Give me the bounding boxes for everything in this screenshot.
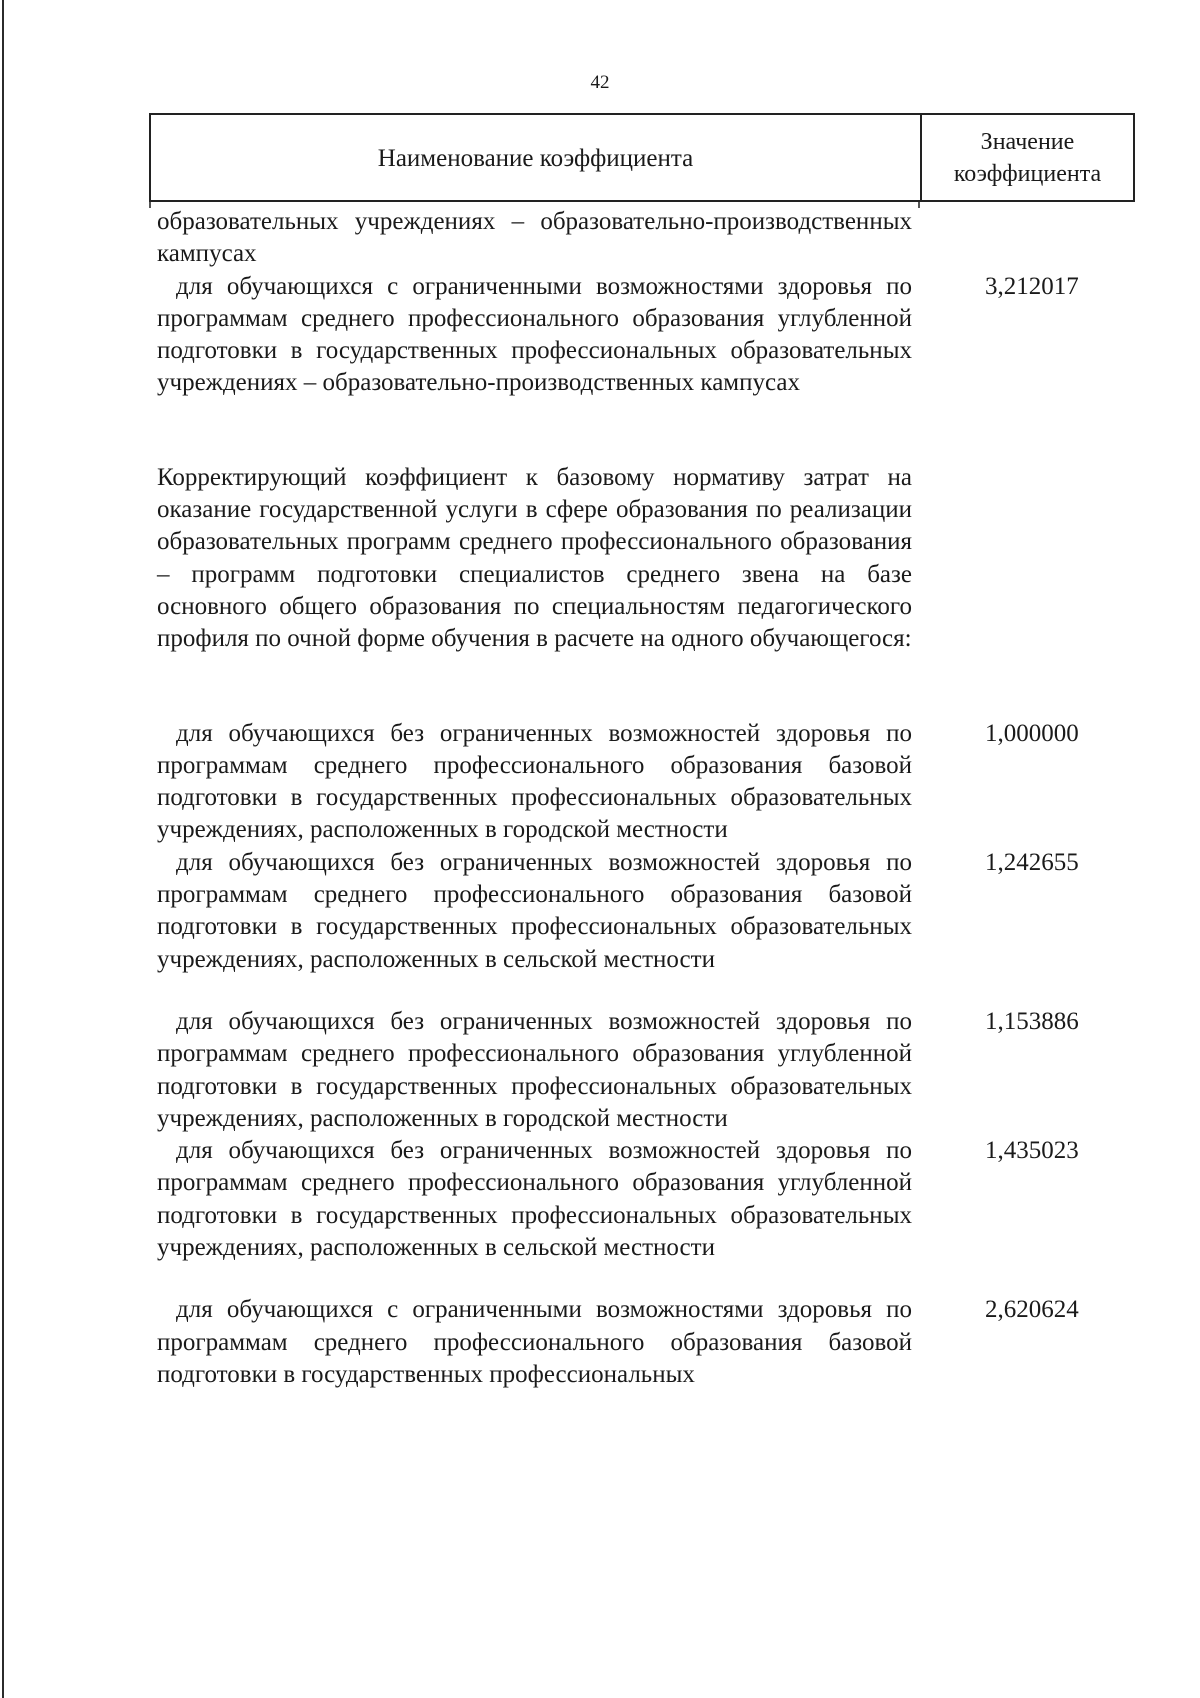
table-row	[157, 1135, 1200, 1264]
column-header-value: Значение коэффициента	[953, 128, 1102, 187]
column-header-name: Наименование коэффициента	[151, 115, 922, 200]
table-body	[157, 206, 1200, 1391]
row-value: 1,435023	[985, 1137, 1079, 1165]
table-row	[157, 206, 1200, 271]
table-header	[149, 113, 1135, 202]
table-row	[157, 847, 1200, 976]
table-row	[157, 462, 1200, 656]
row-text: для обучающихся без ограниченных возможностей здоровья по программам среднего профессионального образования базовой подготовки в государственных профессиональных образовательных учреждениях, расположенных в сельской местности	[157, 848, 912, 973]
row-value: 1,000000	[985, 719, 1079, 747]
row-text: для обучающихся с ограниченными возможностями здоровья по программам среднего профессионального образования углубленной подготовки в государственных профессиональных образовательных учреждениях – образовательно-производственных кампусах	[157, 272, 912, 397]
row-text: для обучающихся с ограниченными возможностями здоровья по программам среднего профессионального образования базовой подготовки в государственных профессиональных	[157, 1296, 912, 1388]
row-text: для обучающихся без ограниченных возможностей здоровья по программам среднего профессионального образования базовой подготовки в государственных профессиональных образовательных учреждениях, расположенных в городской местности	[157, 719, 912, 844]
row-text: для обучающихся без ограниченных возможностей здоровья по программам среднего профессионального образования углубленной подготовки в государственных профессиональных образовательных учреждениях, расположенных в городской местности	[157, 1007, 912, 1132]
row-value: 1,153886	[985, 1007, 1079, 1035]
row-value: 3,212017	[985, 272, 1079, 300]
row-value: 2,620624	[985, 1296, 1079, 1324]
table-row	[157, 1006, 1200, 1135]
table-left-border	[149, 202, 151, 208]
row-value: 1,242655	[985, 848, 1079, 876]
row-text: для обучающихся без ограниченных возможностей здоровья по программам среднего профессионального образования углубленной подготовки в государственных профессиональных образовательных учреждениях, расположенных в сельской местности	[157, 1137, 912, 1262]
page-edge	[2, 0, 4, 1698]
row-text: образовательных учреждениях – образовательно-производственных кампусах	[157, 208, 912, 268]
section-heading: Корректирующий коэффициент к базовому нормативу затрат на оказание государственной услуги в сфере образования по реализации образовательных программ среднего профессионального образования – программ подготовки специалистов среднего звена на базе основного общего образования по специальностям педагогического профиля по очной форме обучения в расчете на одного обучающегося:	[157, 463, 912, 653]
table-row	[157, 1294, 1200, 1391]
page-number: 42	[590, 72, 610, 93]
table-row	[157, 271, 1200, 400]
table-row	[157, 718, 1200, 847]
